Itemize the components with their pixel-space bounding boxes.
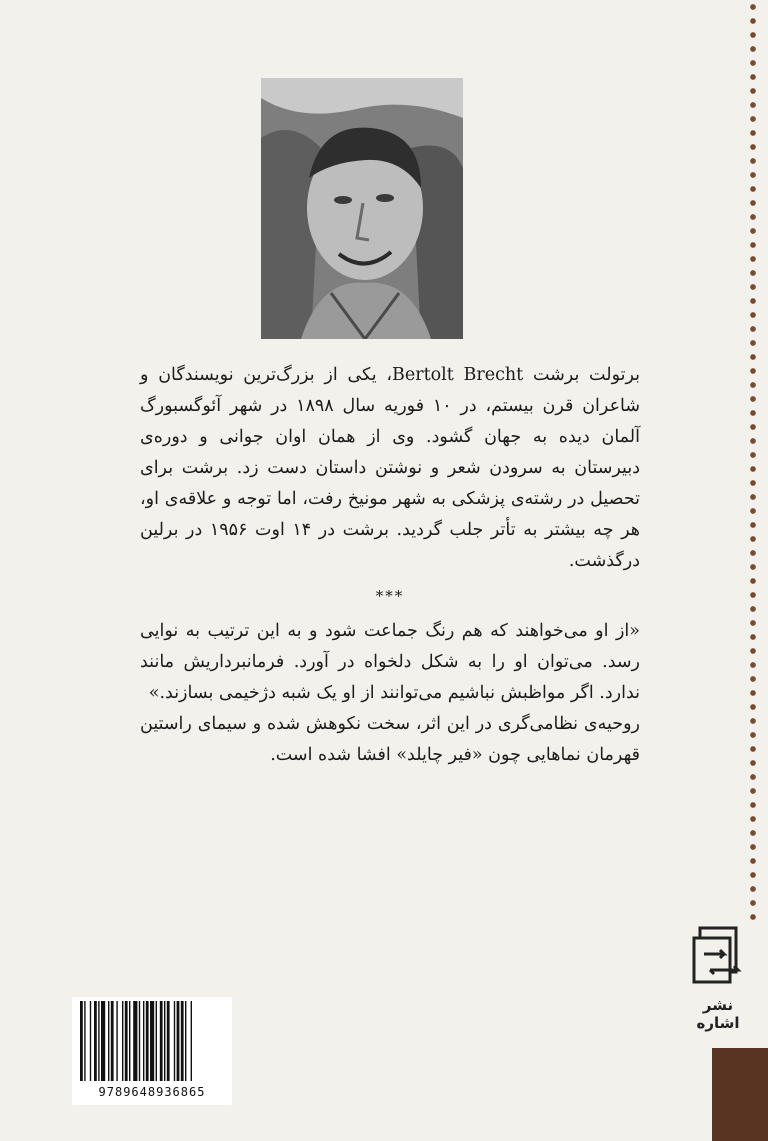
publisher-logo-icon <box>690 924 746 988</box>
back-cover-text <box>140 360 640 771</box>
book-description: روحیه‌ی نظامی‌گری در این اثر، سخت نکوهش شده و سیمای راستین قهرمان نماهایی چون «فیر چایلد» افشا شده است. <box>140 714 640 765</box>
barcode-bar <box>139 1001 140 1081</box>
barcode-bar <box>177 1001 180 1081</box>
barcode-bar <box>146 1001 149 1081</box>
publisher-logo <box>686 924 750 1034</box>
section-separator: *** <box>375 587 405 605</box>
barcode-bar <box>160 1001 163 1081</box>
barcode-bar <box>108 1001 109 1081</box>
barcode-bar <box>150 1001 154 1081</box>
barcode-bar <box>111 1001 114 1081</box>
author-bio: برتولت برشت Bertolt Brecht، یکی از بزرگ‌ترین نویسندگان و شاعران قرن بیستم، در ۱۰ فوریه سال ۱۸۹۸ در شهر آئوگسبورگ آلمان دیده به جهان گشود. وی از همان اوان جوانی و دوره‌ی دبیرستان به سرودن شعر و نوشتن داستان دست زد. برشت برای تحصیل در رشته‌ی پزشکی به شهر مونیخ رفت، اما توجه و علاقه‌ی او، هر چه بیشتر به تأتر جلب گردید. برشت در ۱۴ اوت ۱۹۵۶ در برلین درگذشت. <box>140 365 641 571</box>
barcode-bars <box>72 997 232 1083</box>
barcode-bar <box>94 1001 97 1081</box>
barcode-number: 9789648936865 <box>98 1085 206 1099</box>
brown-corner-block <box>712 1048 768 1141</box>
barcode-bar <box>80 1001 83 1081</box>
barcode-bar <box>185 1001 186 1081</box>
barcode-bar <box>156 1001 157 1081</box>
dotted-border <box>746 0 760 920</box>
barcode-bar <box>191 1001 192 1081</box>
author-portrait <box>261 78 463 339</box>
publisher-name: نشر اشاره <box>696 996 740 1032</box>
barcode-bar <box>174 1001 175 1081</box>
barcode-bar <box>143 1001 144 1081</box>
barcode <box>72 997 232 1105</box>
barcode-bar <box>98 1001 99 1081</box>
barcode-bar <box>125 1001 128 1081</box>
barcode-bar <box>116 1001 117 1081</box>
barcode-bar <box>181 1001 184 1081</box>
quote-paragraph: «از او می‌خواهند که هم رنگ جماعت شود و به این ترتیب به نوایی رسد. می‌توان او را به شکل دلخواه در آورد. فرمانبرداریش مانند ندارد. اگر مواظبش نباشیم می‌توانند از او یک شبه دژخیمی بسازند.» <box>140 621 640 703</box>
barcode-bar <box>84 1001 85 1081</box>
barcode-bar <box>129 1001 130 1081</box>
barcode-bar <box>133 1001 137 1081</box>
barcode-bar <box>122 1001 123 1081</box>
barcode-bar <box>101 1001 105 1081</box>
barcode-bar <box>90 1001 91 1081</box>
barcode-bar <box>164 1001 165 1081</box>
barcode-bar <box>167 1001 170 1081</box>
